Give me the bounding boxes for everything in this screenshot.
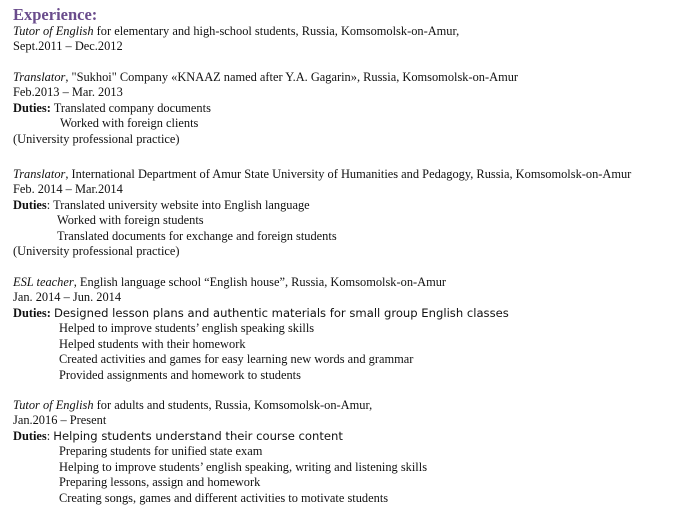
job-dates: Jan.2016 – Present: [13, 413, 107, 427]
section-heading: Experience:: [13, 5, 98, 24]
job-dates: Feb. 2014 – Mar.2014: [13, 182, 123, 196]
job-dates: Feb.2013 – Mar. 2013: [13, 85, 123, 99]
job-title-line: [13, 167, 631, 182]
job-title: Translator: [13, 167, 66, 181]
duties-line: [13, 101, 211, 116]
duty-item: Creating songs, games and different activities to motivate students: [59, 491, 389, 505]
duty-item: Helping students understand their course content: [53, 429, 343, 443]
job-title: ESL teacher: [13, 275, 74, 289]
job-title-line: [13, 70, 518, 85]
job-note: (University professional practice): [13, 244, 180, 258]
job-title: Tutor of English: [13, 24, 94, 38]
duties-label: Duties: [13, 429, 47, 443]
job-description: for adults and students, Russia, Komsomolsk-on-Amur,: [93, 398, 373, 412]
job-title-line: [13, 275, 446, 290]
duties-line: [13, 306, 509, 321]
job-dates: Sept.2011 – Dec.2012: [13, 39, 123, 53]
duties-line: Duties: Translated university website into English language: [13, 198, 310, 212]
duties-label: Duties:: [13, 306, 51, 320]
duties-line: Duties: Helping students understand their course content: [13, 429, 343, 443]
job-title-line: [13, 24, 459, 39]
job-title: Translator: [13, 70, 66, 84]
job-title-line: [13, 398, 372, 413]
duty-item: Preparing lessons, assign and homework: [59, 475, 261, 489]
duties-label: Duties: [13, 198, 47, 212]
job-description: , English language school “English house”, Russia, Komsomolsk-on-Amur: [73, 275, 447, 289]
duty-item: Helped students with their homework: [59, 337, 246, 351]
job-dates: Jan. 2014 – Jun. 2014: [13, 290, 122, 304]
duty-item: Translated company documents: [53, 101, 211, 115]
duty-item: Translated university website into English language: [53, 198, 310, 212]
job-title: Tutor of English: [13, 398, 94, 412]
duty-item: Provided assignments and homework to students: [59, 368, 301, 382]
duty-item: Helped to improve students’ english speaking skills: [59, 321, 315, 335]
duty-item: Created activities and games for easy learning new words and grammar: [59, 352, 414, 366]
job-description: for elementary and high-school students, Russia, Komsomolsk-on-Amur,: [93, 24, 460, 38]
duty-item: Worked with foreign clients: [60, 116, 199, 130]
duties-label: Duties:: [13, 101, 51, 115]
duty-item: Translated documents for exchange and foreign students: [57, 229, 337, 243]
duty-item: Helping to improve students’ english speaking, writing and listening skills: [59, 460, 428, 474]
job-description: , International Department of Amur State University of Humanities and Pedagogy, Russia, Komsomolsk-on-Amur: [65, 167, 632, 181]
duty-item: Worked with foreign students: [57, 213, 204, 227]
duty-item: Preparing students for unified state exam: [59, 444, 263, 458]
duty-item: Designed lesson plans and authentic materials for small group English classes: [53, 306, 509, 320]
job-note: (University professional practice): [13, 132, 180, 146]
job-description: , "Sukhoi" Company «KNAAZ named after Y.A. Gagarin», Russia, Komsomolsk-on-Amur: [65, 70, 519, 84]
